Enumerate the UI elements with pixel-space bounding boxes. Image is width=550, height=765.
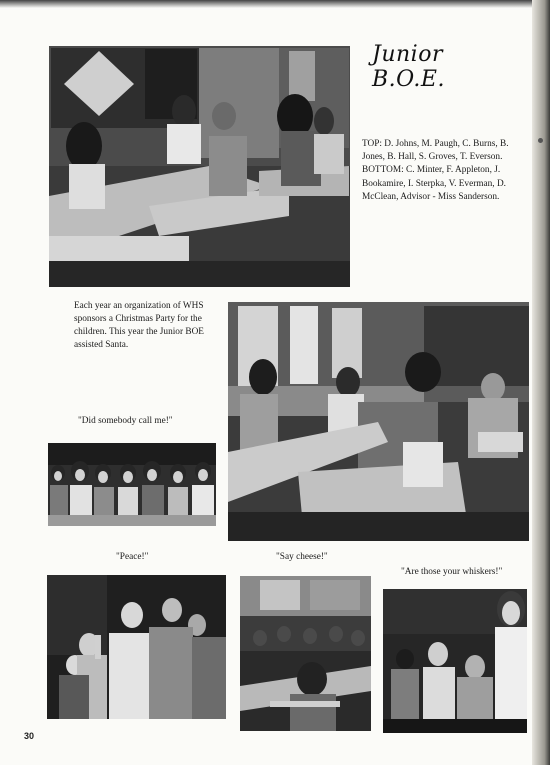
page-title: Junior B.O.E.	[372, 42, 445, 92]
page-top-shadow	[0, 0, 550, 8]
photo-say-cheese	[240, 576, 371, 731]
photo-christmas-party-classroom	[228, 302, 529, 541]
caption-peace: "Peace!"	[116, 552, 149, 562]
christmas-party-intro: Each year an organization of WHS sponsors a Christmas Party for the children. This year the Junior BOE assisted Santa.	[74, 301, 204, 350]
photo-club-members	[49, 46, 350, 287]
members-names-caption: TOP: D. Johns, M. Paugh, C. Burns, B. Jones, B. Hall, S. Groves, T. Everson. BOTTOM: C. Minter, F. Appleton, J. Bookamire, I. Sterpka, V. Everman, D. McClean, Advisor - Miss Sanderson.	[362, 139, 509, 202]
caption-whiskers: "Are those your whiskers!"	[401, 567, 503, 577]
page-binding-edge	[532, 0, 550, 765]
page-number: 30	[24, 731, 35, 741]
caption-cheese: "Say cheese!"	[276, 552, 328, 562]
photo-peace	[47, 575, 226, 719]
page-mark	[538, 138, 543, 143]
photo-whiskers	[383, 589, 527, 733]
photo-children-lineup	[48, 443, 216, 526]
caption-call: "Did somebody call me!"	[78, 416, 173, 426]
